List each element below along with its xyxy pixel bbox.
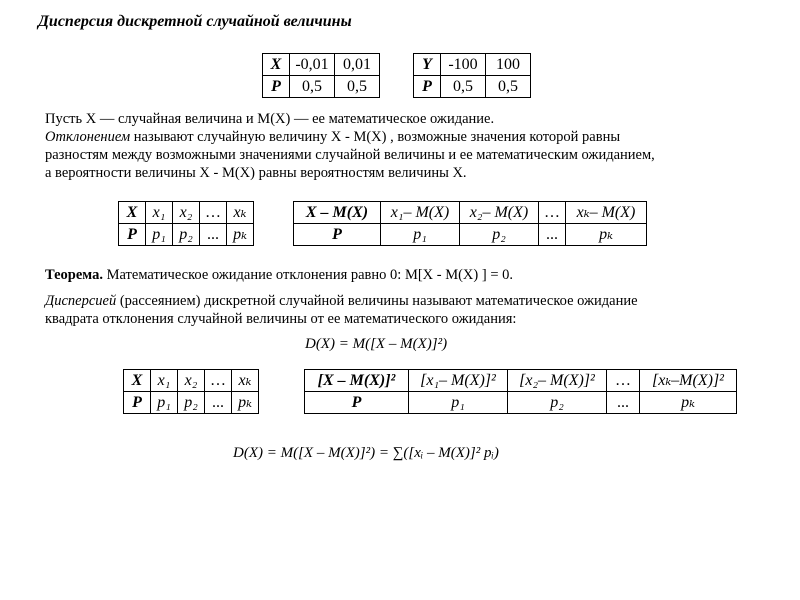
- table-squared-deviation: [304, 369, 737, 414]
- table-distribution-cell: xₖ: [227, 202, 254, 224]
- table-deviation-cell: x₂– M(X): [460, 202, 539, 224]
- table-distribution-2-cell: X: [124, 370, 151, 392]
- formula-variance-sum: D(X) = M([X – M(X)]²) = ∑([xᵢ – M(X)]² pᵢ): [233, 445, 499, 461]
- table-squared-deviation-cell: [X – M(X)]²: [305, 370, 409, 392]
- table-y: [413, 53, 531, 98]
- paragraph-line: разностям между возможными значениями случайной величины и ее математическим ожиданием,: [45, 147, 655, 163]
- table-distribution-cell: pₖ: [227, 224, 254, 246]
- table-distribution-2: [123, 369, 259, 414]
- formula-variance: D(X) = M([X – M(X)]²): [305, 336, 448, 352]
- table-y-header-cell: 100: [486, 54, 531, 76]
- table-x-cell: P: [263, 76, 290, 98]
- table-squared-deviation-cell: [xₖ–M(X)]²: [640, 370, 737, 392]
- table-deviation-cell: xₖ– M(X): [566, 202, 647, 224]
- table-squared-deviation-cell: …: [607, 370, 640, 392]
- table-x-header-cell: X: [263, 54, 290, 76]
- definition-line: [45, 292, 638, 310]
- table-deviation-cell: pₖ: [566, 224, 647, 246]
- table-squared-deviation-cell: [x₁– M(X)]²: [409, 370, 508, 392]
- table-y-cell: 0,5: [486, 76, 531, 98]
- table-x-cell: 0,5: [290, 76, 335, 98]
- paragraph-text: называют случайную величину X - M(X) , возможные значения которой равны: [130, 129, 621, 145]
- table-distribution-2-cell: …: [205, 370, 232, 392]
- table-y-cell: 0,5: [441, 76, 486, 98]
- paragraph-line: а вероятности величины X - M(X) равны вероятностям величины X.: [45, 165, 467, 181]
- table-distribution-2-cell: p₁: [151, 392, 178, 414]
- table-distribution-2-cell: xₖ: [232, 370, 259, 392]
- table-x: [262, 53, 380, 98]
- theorem-text: Математическое ожидание отклонения равно 0: M[X - M(X) ] = 0.: [102, 267, 513, 283]
- table-distribution-2-cell: x₁: [151, 370, 178, 392]
- definition-line: квадрата отклонения случайной величины от ее математического ожидания:: [45, 311, 517, 327]
- term-deviation: Отклонением: [45, 129, 131, 145]
- table-squared-deviation-cell: P: [305, 392, 409, 414]
- table-deviation-cell: p₁: [381, 224, 460, 246]
- table-y-cell: P: [414, 76, 441, 98]
- table-distribution-2-cell: ...: [205, 392, 232, 414]
- table-distribution-2-cell: p₂: [178, 392, 205, 414]
- paragraph-line: Пусть X — случайная величина и M(X) — ее математическое ожидание.: [45, 111, 495, 127]
- table-deviation-cell: p₂: [460, 224, 539, 246]
- table-deviation-cell: X – M(X): [294, 202, 381, 224]
- table-deviation-cell: ...: [539, 224, 566, 246]
- table-distribution-cell: x₁: [146, 202, 173, 224]
- table-squared-deviation-cell: p₂: [508, 392, 607, 414]
- table-squared-deviation-cell: ...: [607, 392, 640, 414]
- table-distribution-2-cell: pₖ: [232, 392, 259, 414]
- table-distribution-2-cell: x₂: [178, 370, 205, 392]
- table-deviation-cell: …: [539, 202, 566, 224]
- table-distribution-cell: p₁: [146, 224, 173, 246]
- definition-text: (рассеянием) дискретной случайной величины называют математическое ожидание: [116, 293, 638, 309]
- table-distribution-2-cell: P: [124, 392, 151, 414]
- table-x-header-cell: 0,01: [335, 54, 380, 76]
- table-y-header-cell: Y: [414, 54, 441, 76]
- table-squared-deviation-cell: pₖ: [640, 392, 737, 414]
- theorem: [45, 266, 513, 284]
- table-distribution: [118, 201, 254, 246]
- table-x-header-cell: -0,01: [290, 54, 335, 76]
- table-deviation-cell: x₁– M(X): [381, 202, 460, 224]
- paragraph-line: [45, 128, 620, 146]
- table-distribution-cell: …: [200, 202, 227, 224]
- table-squared-deviation-cell: p₁: [409, 392, 508, 414]
- table-y-header-cell: -100: [441, 54, 486, 76]
- table-x-cell: 0,5: [335, 76, 380, 98]
- table-deviation-cell: P: [294, 224, 381, 246]
- table-squared-deviation-cell: [x₂– M(X)]²: [508, 370, 607, 392]
- page-title: Дисперсия дискретной случайной величины: [38, 13, 352, 30]
- table-distribution-cell: x₂: [173, 202, 200, 224]
- theorem-label: Теорема.: [45, 267, 103, 283]
- table-deviation: [293, 201, 647, 246]
- table-distribution-cell: P: [119, 224, 146, 246]
- term-variance: Дисперсией: [45, 293, 117, 309]
- table-distribution-cell: p₂: [173, 224, 200, 246]
- table-distribution-cell: ...: [200, 224, 227, 246]
- table-distribution-cell: X: [119, 202, 146, 224]
